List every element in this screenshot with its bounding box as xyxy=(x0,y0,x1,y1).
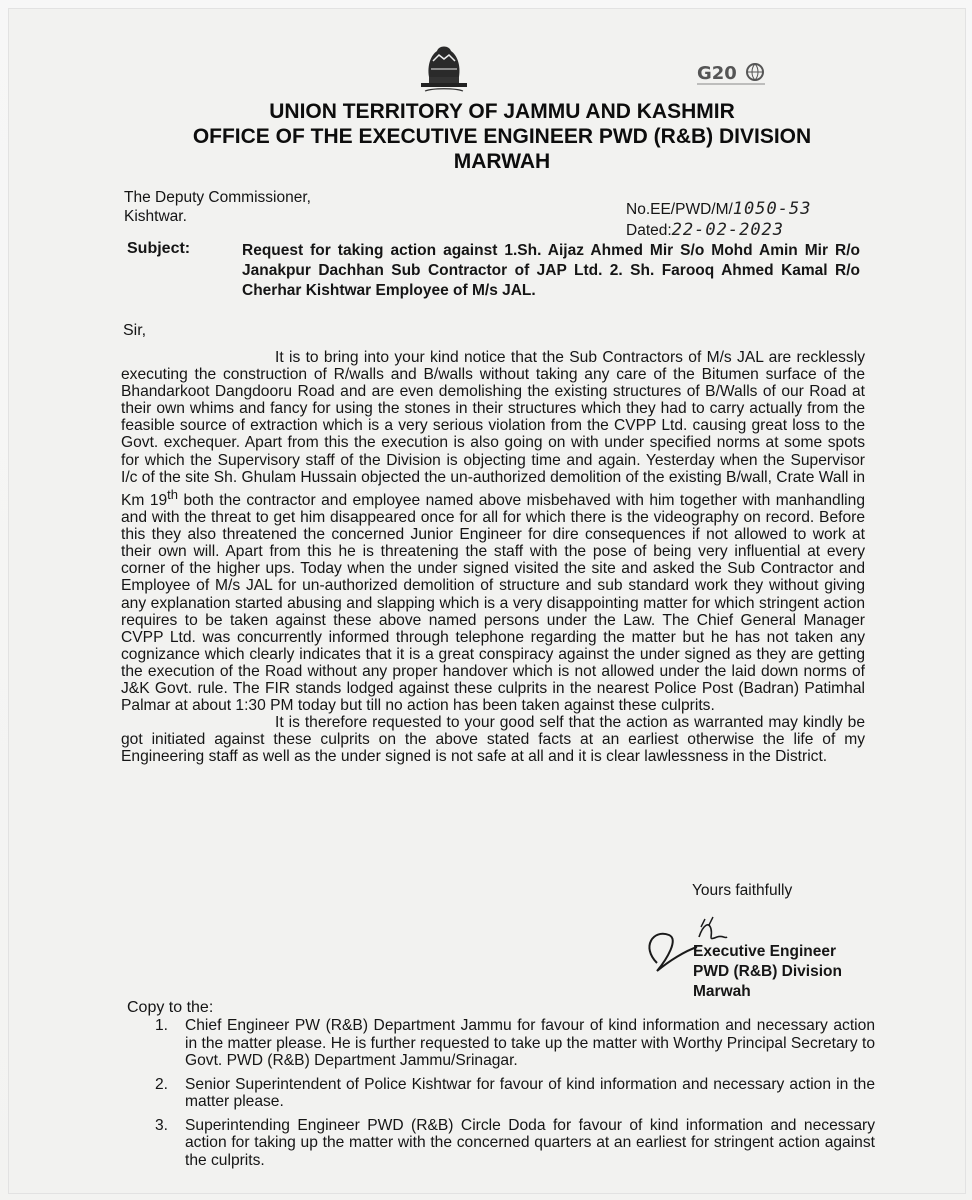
subject-label: Subject: xyxy=(127,240,191,257)
reference-block xyxy=(626,199,811,241)
copy-to-title: Copy to the: xyxy=(127,999,214,1016)
heading-line-3: MARWAH xyxy=(453,150,551,173)
list-item: 2. Senior Superintendent of Police Kishtwar for favour of kind information and necessary action in the matter please. xyxy=(155,1075,875,1110)
g20-logo-icon xyxy=(695,59,767,87)
signatory-place: Marwah xyxy=(693,983,751,1000)
dated-label: Dated: xyxy=(626,222,672,239)
body-paragraph-1: It is to bring into your kind notice that the Sub Contractors of M/s JAL are recklessly executing the construction of R/walls and B/walls without taking any care of the Bitumen surface of the Bhandarkoot Dangdooru Road and are even demolishing the existing structures of B/Walls of our Road at their own whims and fancy for using the stones in their structures which they had to carry actually from the feasible source of extraction which is a very serious violation from the CVPP Ltd. causing great loss to the Govt. exchequer. Apart from this the execution is also going on with under specified norms at some spots for which the Supervisory staff of the Division is objecting time and again. Yesterday when the Supervisor I/c of the site Sh. Ghulam Hussain objected the un-authorized demolition of the existing B/wall, Crate Wall in Km 19th both the contractor and employee named above misbehaved with him together with manhandling and with the threat to get him disappeared once for all for which there is the videography on record. Before this they also threatened the concerned Junior Engineer for dire consequences if not allowed to work at their own will. Apart from this he is threatening the staff with the pose of being very influential at every corner of the higher ups. Today when the under signed visited the site and asked the Sub Contractor and Employee of M/s JAL for un-authorized demolition of structure and sub standard work they without giving any explanation started abusing and slapping which is a very disappointing matter for which stringent action requires to be taken against these above named persons under the Law. The Chief General Manager CVPP Ltd. was concurrently informed through telephone regarding the matter but he has not taken any cognizance which clearly indicates that it is a great conspiracy against the under signed as they are getting the execution of the Road without any proper handover which is not allowed under the laid down norms of J&K Govt. rule. The FIR stands lodged against these culprits in the nearest Police Post (Badran) Patimhal Palmar at about 1:30 PM today but till no action has been taken against these culprits. xyxy=(121,349,865,715)
subject-text: Request for taking action against 1.Sh. Aijaz Ahmed Mir S/o Mohd Amin Mir R/o Janakpur Dachhan Sub Contractor of JAP Ltd. 2. Sh. Farooq Ahmed Kamal R/o Cherhar Kishtwar Employee of M/s JAL. xyxy=(242,242,860,299)
address-line-1: The Deputy Commissioner, xyxy=(124,189,311,206)
signatory-division: PWD (R&B) Division xyxy=(693,963,842,980)
dated-value: 22-02-2023 xyxy=(671,220,785,240)
reference-number-value: 1050-53 xyxy=(732,199,812,219)
letter-sheet xyxy=(8,8,966,1194)
state-emblem-icon xyxy=(409,37,479,95)
address-line-2: Kishtwar. xyxy=(124,208,187,225)
signatory-block xyxy=(693,942,842,1002)
recipient-address xyxy=(124,188,311,226)
list-item: 1. Chief Engineer PW (R&B) Department Jammu for favour of kind information and necessary action in the matter please. He is further requested to take up the matter with Worthy Principal Secretary to Govt. PWD (R&B) Department Jammu/Srinagar. xyxy=(155,1017,875,1069)
reference-number-label: No.EE/PWD/M/ xyxy=(626,201,733,218)
signatory-title: Executive Engineer xyxy=(693,943,837,960)
closing-phrase: Yours faithfully xyxy=(692,882,793,899)
heading-line-2: OFFICE OF THE EXECUTIVE ENGINEER PWD (R&B) DIVISION xyxy=(192,125,812,148)
heading-line-1: UNION TERRITORY OF JAMMU AND KASHMIR xyxy=(269,100,735,123)
copy-to-list xyxy=(155,1017,875,1175)
body-paragraph-2: It is therefore requested to your good self that the action as warranted may kindly be got initiated against these culprits on the above stated facts at an earliest otherwise the life of my Engineering staff as well as the under signed is not safe at all and it is clear lawlessness in the District. xyxy=(121,714,865,766)
letter-body xyxy=(121,349,865,765)
office-heading xyxy=(9,99,965,174)
svg-text:G20: G20 xyxy=(697,63,737,84)
list-item: 3. Superintending Engineer PWD (R&B) Circle Doda for favour of kind information and necessary action for taking up the matter with the concerned quarters at an earliest for stringent action against the culprits. xyxy=(155,1116,875,1169)
salutation: Sir, xyxy=(123,322,147,339)
